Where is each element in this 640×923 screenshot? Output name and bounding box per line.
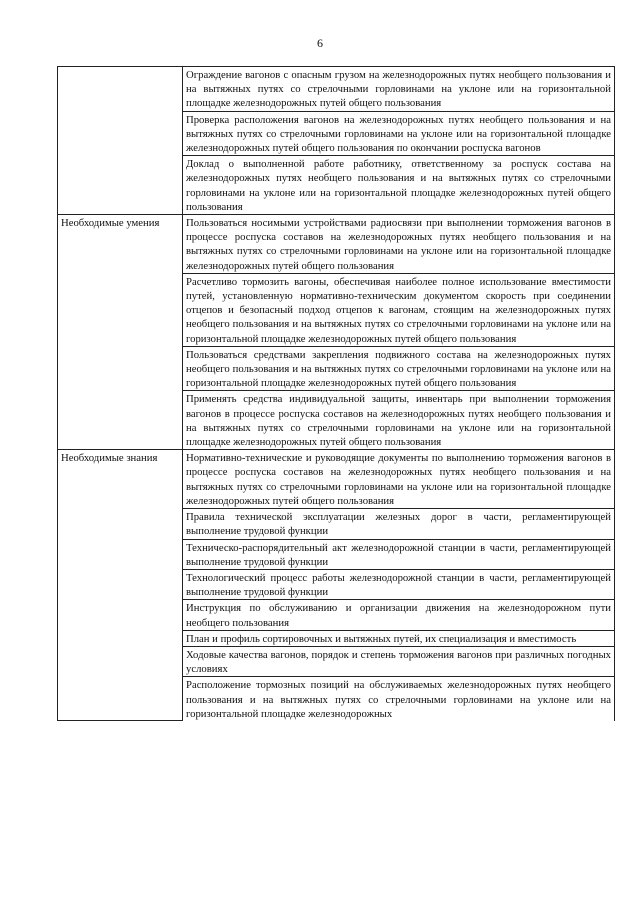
table-row [58,450,615,509]
text-cell: Технологический процесс работы железнодорожной станции в части, регламентирующей выполнение трудовой функции [183,569,615,599]
text-cell: Ходовые качества вагонов, порядок и степень торможения вагонов при различных погодных условиях [183,646,615,676]
text-cell: Нормативно-технические и руководящие документы по выполнению торможения вагонов в процессе роспуска составов на железнодорожных путях необщего пользования и на вытяжных путях со стрелочными горловинами на уклоне или на горизонтальной площадке железнодорожных путей общего пользования [183,450,615,509]
text-cell: План и профиль сортировочных и вытяжных путей, их специализация и вместимость [183,630,615,646]
table-row [58,215,615,274]
text-cell: Правила технической эксплуатации железных дорог в части, регламентирующей выполнение трудовой функции [183,509,615,539]
text-cell: Проверка расположения вагонов на железнодорожных путях необщего пользования и на вытяжных путях со стрелочными горловинами на уклоне или на горизонтальной площадке железнодорожных путей общего пользования по окончании роспуска вагонов [183,111,615,156]
text-cell: Пользоваться средствами закрепления подвижного состава на железнодорожных путях необщего пользования и на вытяжных путях со стрелочными горловинами на уклоне или на горизонтальной площадке железнодорожных путей общего пользования [183,346,615,391]
text-cell: Пользоваться носимыми устройствами радиосвязи при выполнении торможения вагонов в процессе роспуска составов на железнодорожных путях необщего пользования и на вытяжных путях со стрелочными горловинами на уклоне или на горизонтальной площадке железнодорожных путей общего пользования [183,215,615,274]
text-cell: Расчетливо тормозить вагоны, обеспечивая наиболее полное использование вместимости путей, установленную нормативно-техническим документом скорость при соединении отцепов и безопасный подход отцепов к вагонам, стоящим на железнодорожных путях необщего пользования и на вытяжных путях со стрелочными горловинами на уклоне или на горизонтальной площадке железнодорожных путей общего пользования [183,273,615,346]
category-cell: Необходимые умения [58,215,183,450]
text-cell: Ограждение вагонов с опасным грузом на железнодорожных путях необщего пользования и на вытяжных путях со стрелочными горловинами на уклоне или на горизонтальной площадке железнодорожных путей общего пользования [183,67,615,112]
text-cell: Доклад о выполненной работе работнику, ответственному за роспуск состава на железнодорожных путях необщего пользования и на вытяжных путях со стрелочными горловинами на уклоне или на горизонтальной площадке железнодорожных путей общего пользования [183,156,615,215]
table-row [58,67,615,112]
page-number: 6 [317,36,323,50]
text-cell: Техническо-распорядительный акт железнодорожной станции в части, регламентирующей выполнение трудовой функции [183,539,615,569]
category-cell: Необходимые знания [58,450,183,721]
category-cell [58,67,183,215]
table-body [58,67,615,721]
competency-table [57,66,615,721]
text-cell: Инструкция по обслуживанию и организации движения на железнодорожном пути необщего пользования [183,600,615,630]
text-cell: Применять средства индивидуальной защиты, инвентарь при выполнении торможения вагонов в процессе роспуска составов на железнодорожных путях необщего пользования и на вытяжных путях со стрелочными горловинами на уклоне или на горизонтальной площадке железнодорожных путей общего пользования [183,391,615,450]
text-cell: Расположение тормозных позиций на обслуживаемых железнодорожных путях необщего пользования и на вытяжных путях со стрелочными горловинами на уклоне или на горизонтальной площадке железнодорожных [183,677,615,721]
